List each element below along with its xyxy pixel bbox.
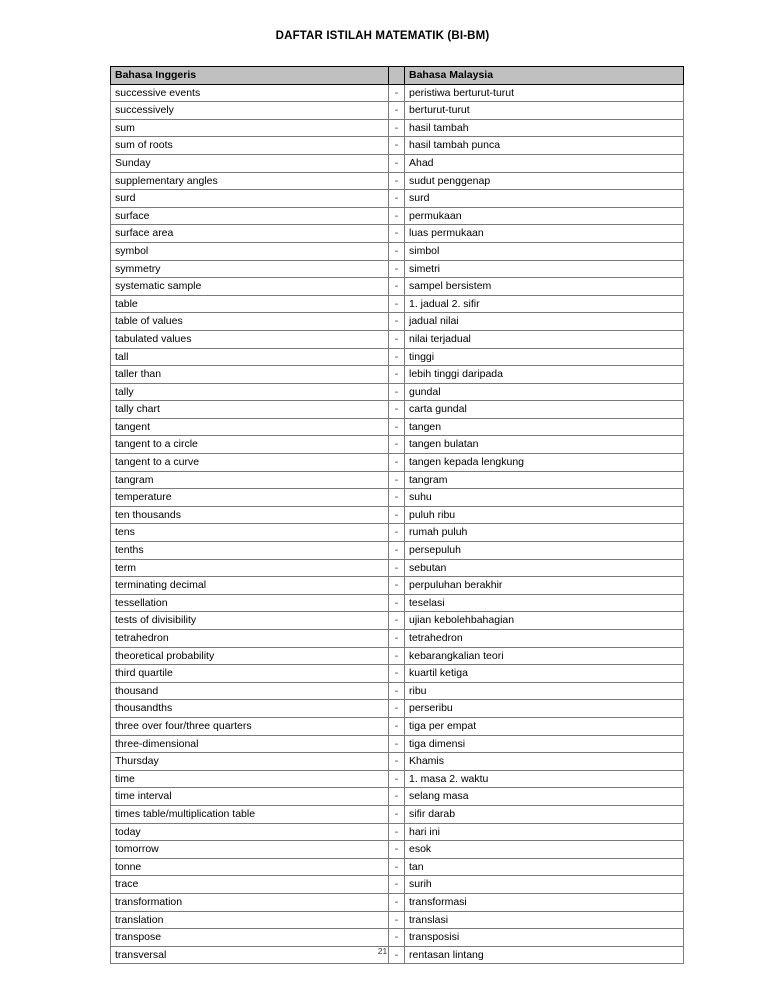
term-separator: - bbox=[389, 84, 405, 102]
term-malay: surih bbox=[405, 876, 684, 894]
term-english: thousandths bbox=[111, 700, 389, 718]
term-malay: esok bbox=[405, 841, 684, 859]
term-separator: - bbox=[389, 542, 405, 560]
term-separator: - bbox=[389, 401, 405, 419]
term-separator: - bbox=[389, 700, 405, 718]
term-separator: - bbox=[389, 242, 405, 260]
term-separator: - bbox=[389, 418, 405, 436]
term-separator: - bbox=[389, 278, 405, 296]
term-malay: luas permukaan bbox=[405, 225, 684, 243]
table-row bbox=[111, 630, 684, 648]
term-english: term bbox=[111, 559, 389, 577]
term-separator: - bbox=[389, 225, 405, 243]
term-english: tally chart bbox=[111, 401, 389, 419]
term-english: surd bbox=[111, 190, 389, 208]
term-separator: - bbox=[389, 102, 405, 120]
term-separator: - bbox=[389, 436, 405, 454]
term-separator: - bbox=[389, 594, 405, 612]
term-malay: tinggi bbox=[405, 348, 684, 366]
term-separator: - bbox=[389, 207, 405, 225]
term-malay: Ahad bbox=[405, 154, 684, 172]
table-row bbox=[111, 559, 684, 577]
table-row bbox=[111, 506, 684, 524]
table-row bbox=[111, 594, 684, 612]
term-english: temperature bbox=[111, 489, 389, 507]
term-separator: - bbox=[389, 454, 405, 472]
term-english: successively bbox=[111, 102, 389, 120]
term-separator: - bbox=[389, 946, 405, 964]
term-malay: rentasan lintang bbox=[405, 946, 684, 964]
term-separator: - bbox=[389, 647, 405, 665]
term-malay: 1. jadual 2. sifir bbox=[405, 295, 684, 313]
term-malay: tetrahedron bbox=[405, 630, 684, 648]
term-english: tenths bbox=[111, 542, 389, 560]
term-english: time interval bbox=[111, 788, 389, 806]
table-row bbox=[111, 471, 684, 489]
term-separator: - bbox=[389, 330, 405, 348]
term-malay: hasil tambah bbox=[405, 119, 684, 137]
table-row bbox=[111, 770, 684, 788]
table-row bbox=[111, 647, 684, 665]
term-english: tangram bbox=[111, 471, 389, 489]
term-separator: - bbox=[389, 858, 405, 876]
term-malay: tiga per empat bbox=[405, 717, 684, 735]
table-row bbox=[111, 119, 684, 137]
table-row bbox=[111, 700, 684, 718]
term-malay: rumah puluh bbox=[405, 524, 684, 542]
term-malay: tiga dimensi bbox=[405, 735, 684, 753]
term-malay: persepuluh bbox=[405, 542, 684, 560]
term-separator: - bbox=[389, 471, 405, 489]
term-separator: - bbox=[389, 929, 405, 947]
term-english: systematic sample bbox=[111, 278, 389, 296]
term-english: tens bbox=[111, 524, 389, 542]
term-separator: - bbox=[389, 630, 405, 648]
table-row bbox=[111, 207, 684, 225]
term-malay: jadual nilai bbox=[405, 313, 684, 331]
term-separator: - bbox=[389, 524, 405, 542]
table-row bbox=[111, 612, 684, 630]
table-row bbox=[111, 858, 684, 876]
term-separator: - bbox=[389, 577, 405, 595]
table-row bbox=[111, 313, 684, 331]
table-header bbox=[111, 67, 684, 85]
term-english: transformation bbox=[111, 893, 389, 911]
term-malay: surd bbox=[405, 190, 684, 208]
term-separator: - bbox=[389, 823, 405, 841]
term-separator: - bbox=[389, 295, 405, 313]
term-separator: - bbox=[389, 770, 405, 788]
term-english: tomorrow bbox=[111, 841, 389, 859]
table-row bbox=[111, 876, 684, 894]
term-malay: simetri bbox=[405, 260, 684, 278]
page-title: DAFTAR ISTILAH MATEMATIK (BI-BM) bbox=[275, 30, 490, 42]
term-english: sum bbox=[111, 119, 389, 137]
term-english: time bbox=[111, 770, 389, 788]
term-malay: permukaan bbox=[405, 207, 684, 225]
term-english: tests of divisibility bbox=[111, 612, 389, 630]
term-english: theoretical probability bbox=[111, 647, 389, 665]
term-english: third quartile bbox=[111, 665, 389, 683]
term-english: tabulated values bbox=[111, 330, 389, 348]
term-malay: tangen bbox=[405, 418, 684, 436]
term-malay: sudut penggenap bbox=[405, 172, 684, 190]
table-row bbox=[111, 172, 684, 190]
table-row bbox=[111, 841, 684, 859]
term-separator: - bbox=[389, 682, 405, 700]
table-row bbox=[111, 823, 684, 841]
term-english: tally bbox=[111, 383, 389, 401]
table-row bbox=[111, 84, 684, 102]
table-row bbox=[111, 154, 684, 172]
term-english: tangent bbox=[111, 418, 389, 436]
term-separator: - bbox=[389, 788, 405, 806]
table-row bbox=[111, 665, 684, 683]
term-english: symbol bbox=[111, 242, 389, 260]
term-separator: - bbox=[389, 260, 405, 278]
term-english: tetrahedron bbox=[111, 630, 389, 648]
term-english: translation bbox=[111, 911, 389, 929]
term-english: three over four/three quarters bbox=[111, 717, 389, 735]
term-english: taller than bbox=[111, 366, 389, 384]
term-separator: - bbox=[389, 717, 405, 735]
term-separator: - bbox=[389, 735, 405, 753]
page-number: 21 bbox=[377, 946, 388, 956]
term-malay: lebih tinggi daripada bbox=[405, 366, 684, 384]
term-english: times table/multiplication table bbox=[111, 805, 389, 823]
table-body bbox=[111, 84, 684, 964]
term-english: supplementary angles bbox=[111, 172, 389, 190]
term-separator: - bbox=[389, 876, 405, 894]
table-row bbox=[111, 278, 684, 296]
term-english: thousand bbox=[111, 682, 389, 700]
term-english: ten thousands bbox=[111, 506, 389, 524]
term-separator: - bbox=[389, 665, 405, 683]
term-malay: suhu bbox=[405, 489, 684, 507]
term-malay: kuartil ketiga bbox=[405, 665, 684, 683]
term-english: symmetry bbox=[111, 260, 389, 278]
term-separator: - bbox=[389, 313, 405, 331]
table-row bbox=[111, 788, 684, 806]
term-malay: hari ini bbox=[405, 823, 684, 841]
table-row bbox=[111, 682, 684, 700]
term-separator: - bbox=[389, 119, 405, 137]
term-malay: gundal bbox=[405, 383, 684, 401]
term-malay: ribu bbox=[405, 682, 684, 700]
term-english: tangent to a circle bbox=[111, 436, 389, 454]
term-malay: simbol bbox=[405, 242, 684, 260]
term-malay: translasi bbox=[405, 911, 684, 929]
term-malay: berturut-turut bbox=[405, 102, 684, 120]
term-separator: - bbox=[389, 383, 405, 401]
term-malay: tangen kepada lengkung bbox=[405, 454, 684, 472]
term-separator: - bbox=[389, 190, 405, 208]
term-malay: kebarangkalian teori bbox=[405, 647, 684, 665]
term-separator: - bbox=[389, 841, 405, 859]
term-english: transversal bbox=[111, 946, 389, 964]
term-english: tall bbox=[111, 348, 389, 366]
table-row bbox=[111, 524, 684, 542]
term-english: sum of roots bbox=[111, 137, 389, 155]
table-row bbox=[111, 260, 684, 278]
table-row bbox=[111, 577, 684, 595]
term-english: Sunday bbox=[111, 154, 389, 172]
table-row bbox=[111, 137, 684, 155]
term-separator: - bbox=[389, 893, 405, 911]
term-separator: - bbox=[389, 559, 405, 577]
table-row bbox=[111, 366, 684, 384]
term-malay: nilai terjadual bbox=[405, 330, 684, 348]
term-separator: - bbox=[389, 172, 405, 190]
table-row bbox=[111, 893, 684, 911]
table-row bbox=[111, 911, 684, 929]
term-malay: tan bbox=[405, 858, 684, 876]
glossary-table bbox=[110, 66, 684, 964]
term-separator: - bbox=[389, 154, 405, 172]
term-english: tangent to a curve bbox=[111, 454, 389, 472]
term-separator: - bbox=[389, 612, 405, 630]
term-malay: tangen bulatan bbox=[405, 436, 684, 454]
term-malay: sebutan bbox=[405, 559, 684, 577]
term-malay: hasil tambah punca bbox=[405, 137, 684, 155]
table-row bbox=[111, 401, 684, 419]
table-row bbox=[111, 929, 684, 947]
term-malay: transformasi bbox=[405, 893, 684, 911]
table-row bbox=[111, 383, 684, 401]
table-row bbox=[111, 295, 684, 313]
term-english: table bbox=[111, 295, 389, 313]
term-separator: - bbox=[389, 805, 405, 823]
table-header-row bbox=[111, 67, 684, 85]
term-english: three-dimensional bbox=[111, 735, 389, 753]
term-malay: perseribu bbox=[405, 700, 684, 718]
table-row bbox=[111, 454, 684, 472]
term-english: tessellation bbox=[111, 594, 389, 612]
table-row bbox=[111, 348, 684, 366]
table-row bbox=[111, 735, 684, 753]
term-malay: carta gundal bbox=[405, 401, 684, 419]
table-row bbox=[111, 753, 684, 771]
table-row bbox=[111, 242, 684, 260]
term-english: Thursday bbox=[111, 753, 389, 771]
term-malay: perpuluhan berakhir bbox=[405, 577, 684, 595]
term-english: surface bbox=[111, 207, 389, 225]
term-separator: - bbox=[389, 489, 405, 507]
term-english: terminating decimal bbox=[111, 577, 389, 595]
table-row bbox=[111, 436, 684, 454]
term-malay: peristiwa berturut-turut bbox=[405, 84, 684, 102]
table-row bbox=[111, 489, 684, 507]
term-malay: sampel bersistem bbox=[405, 278, 684, 296]
table-row bbox=[111, 542, 684, 560]
term-english: successive events bbox=[111, 84, 389, 102]
column-header-english: Bahasa Inggeris bbox=[111, 67, 389, 85]
term-separator: - bbox=[389, 506, 405, 524]
term-malay: 1. masa 2. waktu bbox=[405, 770, 684, 788]
term-separator: - bbox=[389, 366, 405, 384]
term-english: today bbox=[111, 823, 389, 841]
term-malay: Khamis bbox=[405, 753, 684, 771]
table-row bbox=[111, 102, 684, 120]
term-malay: puluh ribu bbox=[405, 506, 684, 524]
term-english: table of values bbox=[111, 313, 389, 331]
table-row bbox=[111, 330, 684, 348]
term-english: surface area bbox=[111, 225, 389, 243]
term-english: tonne bbox=[111, 858, 389, 876]
column-header-separator bbox=[389, 67, 405, 85]
term-separator: - bbox=[389, 348, 405, 366]
column-header-malay: Bahasa Malaysia bbox=[405, 67, 684, 85]
term-english: trace bbox=[111, 876, 389, 894]
term-separator: - bbox=[389, 911, 405, 929]
table-row bbox=[111, 190, 684, 208]
term-malay: transposisi bbox=[405, 929, 684, 947]
term-malay: tangram bbox=[405, 471, 684, 489]
term-malay: selang masa bbox=[405, 788, 684, 806]
table-row bbox=[111, 225, 684, 243]
term-malay: ujian kebolehbahagian bbox=[405, 612, 684, 630]
term-english: transpose bbox=[111, 929, 389, 947]
table-row bbox=[111, 717, 684, 735]
table-row bbox=[111, 418, 684, 436]
term-separator: - bbox=[389, 753, 405, 771]
term-separator: - bbox=[389, 137, 405, 155]
term-malay: sifir darab bbox=[405, 805, 684, 823]
term-malay: teselasi bbox=[405, 594, 684, 612]
table-row bbox=[111, 805, 684, 823]
